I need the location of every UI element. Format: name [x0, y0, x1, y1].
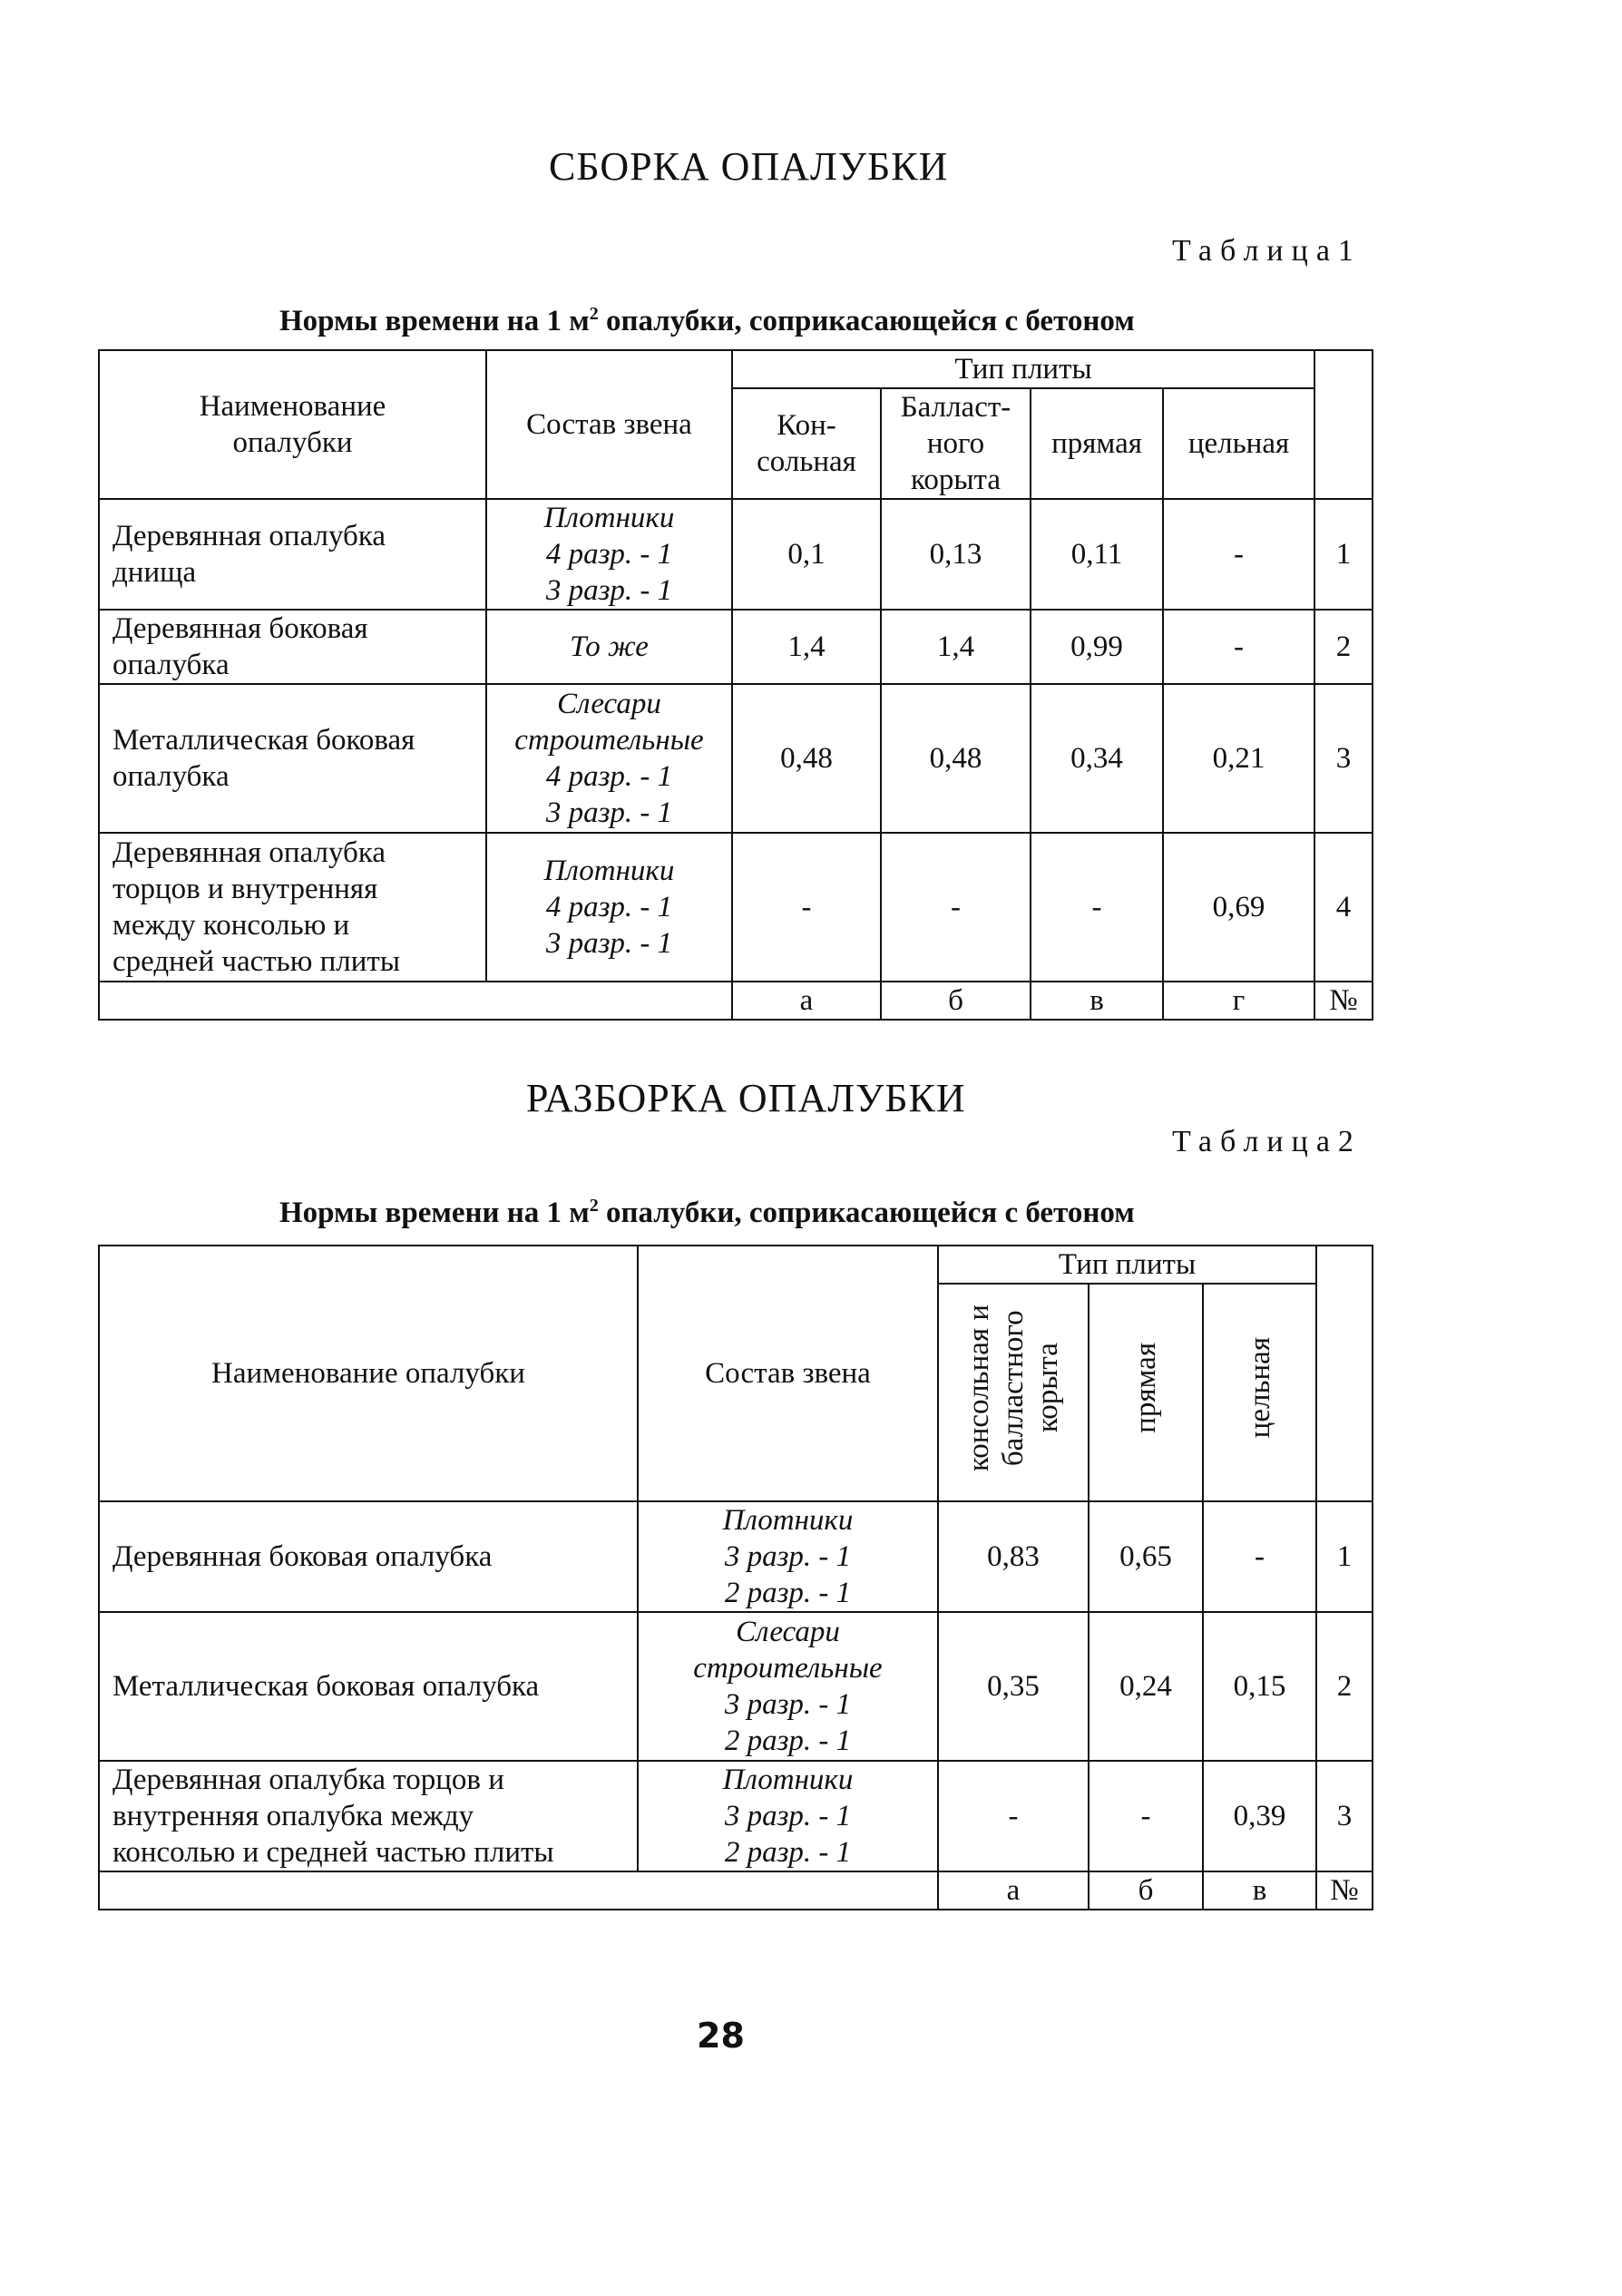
value-cell: -: [1031, 833, 1163, 982]
footer-letter: а: [732, 982, 881, 1020]
footer-letter: б: [1089, 1871, 1203, 1910]
header-type-ballast: Балласт- ного корыта: [881, 388, 1031, 499]
value-cell: -: [732, 833, 881, 982]
row-crew: Слесари строительные 3 разр. - 1 2 разр. - 1: [638, 1612, 938, 1761]
footer-letter: в: [1031, 982, 1163, 1020]
header-type-solid: цельная: [1163, 388, 1314, 499]
table-row: [99, 499, 1373, 610]
table-label-2: Таблица2: [1172, 1125, 1362, 1158]
header-type-console-ballast: консольная и балластного корыта: [938, 1284, 1089, 1501]
header-name: Наименование опалубки: [99, 1246, 638, 1501]
header-type-straight: прямая: [1031, 388, 1163, 499]
row-name: Деревянная опалубка днища: [99, 499, 486, 610]
value-cell: 0,83: [938, 1501, 1089, 1612]
row-number: 2: [1316, 1612, 1373, 1761]
row-number: 3: [1316, 1761, 1373, 1871]
row-number: 1: [1316, 1501, 1373, 1612]
header-slab-type: Тип плиты: [938, 1246, 1316, 1284]
header-crew: Состав звена: [638, 1246, 938, 1501]
footer-letter: в: [1203, 1871, 1316, 1910]
footer-letter: б: [881, 982, 1031, 1020]
value-cell: 0,24: [1089, 1612, 1203, 1761]
table-caption-2: Нормы времени на 1 $м^2$ опалубки, соприкасающейся с бетоном: [279, 1196, 1135, 1229]
value-cell: 0,35: [938, 1612, 1089, 1761]
value-cell: -: [881, 833, 1031, 982]
table-row: [99, 1501, 1373, 1612]
table-label-1: Таблица1: [1172, 234, 1362, 268]
footer-num-sign: №: [1316, 1871, 1373, 1910]
value-cell: -: [938, 1761, 1089, 1871]
row-number: 1: [1314, 499, 1373, 610]
value-cell: -: [1089, 1761, 1203, 1871]
value-cell: 0,21: [1163, 684, 1314, 833]
header-crew: Состав звена: [486, 350, 732, 499]
value-cell: 1,4: [732, 610, 881, 684]
header-type-straight: прямая: [1089, 1284, 1203, 1501]
value-cell: 0,13: [881, 499, 1031, 610]
value-cell: 0,11: [1031, 499, 1163, 610]
row-name: Металлическая боковая опалубка: [99, 684, 486, 833]
value-cell: 0,34: [1031, 684, 1163, 833]
row-crew: То же: [486, 610, 732, 684]
header-name: Наименование опалубки: [99, 350, 486, 499]
value-cell: -: [1203, 1501, 1316, 1612]
row-name: Металлическая боковая опалубка: [99, 1612, 638, 1761]
value-cell: 0,1: [732, 499, 881, 610]
row-name: Деревянная опалубка торцов и внутренняя опалубка между консолью и средней частью плиты: [99, 1761, 638, 1871]
value-cell: 0,99: [1031, 610, 1163, 684]
header-num-blank: [1314, 350, 1373, 499]
row-name: Деревянная боковая опалубка: [99, 1501, 638, 1612]
table-row: [99, 1612, 1373, 1761]
section-title-disassembly: РАЗБОРКА ОПАЛУБКИ: [526, 1076, 966, 1120]
norms-table-disassembly: [98, 1245, 1373, 1910]
footer-blank: [99, 1871, 938, 1910]
header-type-solid: цельная: [1203, 1284, 1316, 1501]
norms-table-assembly: [98, 349, 1373, 1021]
value-cell: 0,48: [881, 684, 1031, 833]
header-type-console: Кон- сольная: [732, 388, 881, 499]
row-crew: Слесари строительные 4 разр. - 1 3 разр. - 1: [486, 684, 732, 833]
page-number: 28: [697, 2016, 745, 2056]
header-slab-type: Тип плиты: [732, 350, 1314, 388]
row-name: Деревянная боковая опалубка: [99, 610, 486, 684]
value-cell: 0,69: [1163, 833, 1314, 982]
row-crew: Плотники 3 разр. - 1 2 разр. - 1: [638, 1501, 938, 1612]
table-caption-1: Нормы времени на 1 $м^2$ опалубки, соприкасающейся с бетоном: [279, 304, 1135, 337]
table-row: [99, 684, 1373, 833]
footer-blank: [99, 982, 732, 1020]
row-crew: Плотники 4 разр. - 1 3 разр. - 1: [486, 833, 732, 982]
value-cell: 1,4: [881, 610, 1031, 684]
row-crew: Плотники 4 разр. - 1 3 разр. - 1: [486, 499, 732, 610]
value-cell: 0,39: [1203, 1761, 1316, 1871]
row-number: 2: [1314, 610, 1373, 684]
row-number: 4: [1314, 833, 1373, 982]
value-cell: -: [1163, 499, 1314, 610]
table-row: [99, 610, 1373, 684]
table-row: [99, 833, 1373, 982]
row-number: 3: [1314, 684, 1373, 833]
value-cell: 0,48: [732, 684, 881, 833]
footer-letter: г: [1163, 982, 1314, 1020]
table-row: [99, 1761, 1373, 1871]
footer-num-sign: №: [1314, 982, 1373, 1020]
value-cell: -: [1163, 610, 1314, 684]
value-cell: 0,65: [1089, 1501, 1203, 1612]
row-crew: Плотники 3 разр. - 1 2 разр. - 1: [638, 1761, 938, 1871]
table-footer-row: [99, 982, 1373, 1020]
section-title-assembly: СБОРКА ОПАЛУБКИ: [549, 144, 949, 189]
value-cell: 0,15: [1203, 1612, 1316, 1761]
table-footer-row: [99, 1871, 1373, 1910]
header-num-blank: [1316, 1246, 1373, 1501]
row-name: Деревянная опалубка торцов и внутренняя между консолью и средней частью плиты: [99, 833, 486, 982]
footer-letter: а: [938, 1871, 1089, 1910]
